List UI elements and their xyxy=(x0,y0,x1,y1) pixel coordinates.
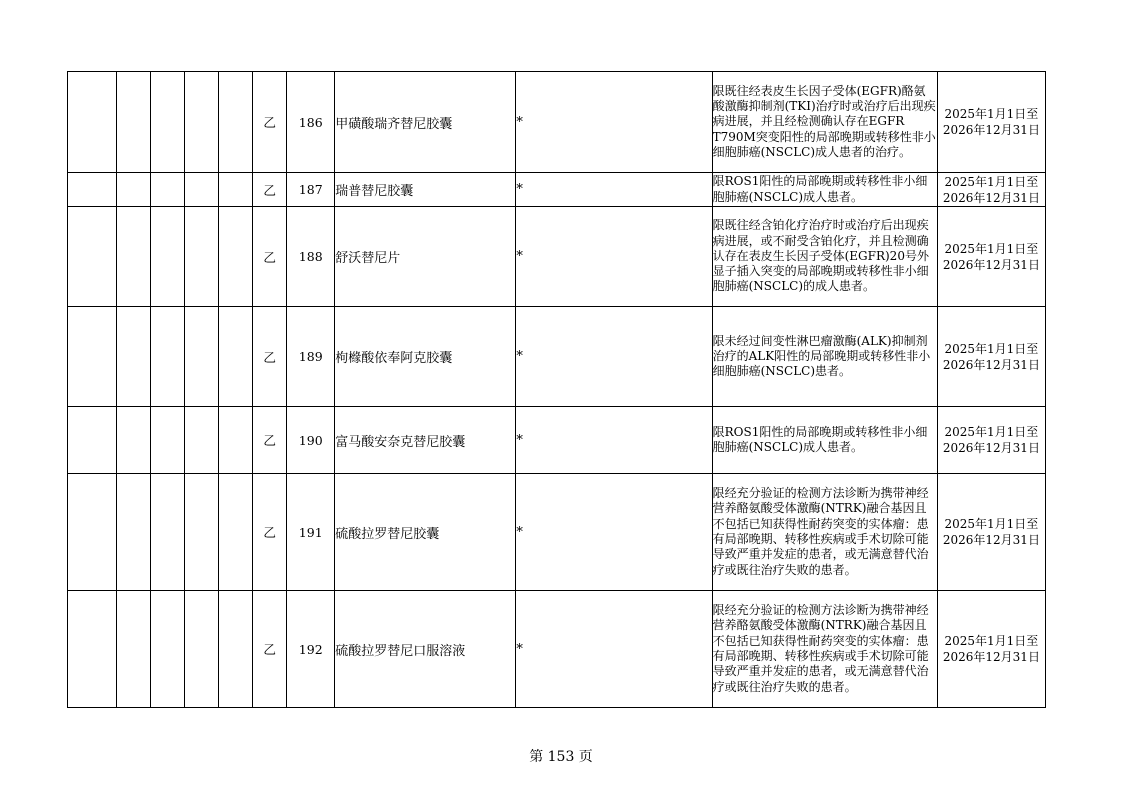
empty-cell xyxy=(68,173,117,207)
period-end: 2026年12月31日 xyxy=(942,190,1040,205)
empty-cell xyxy=(117,72,151,173)
period-end: 2026年12月31日 xyxy=(942,123,1040,137)
empty-cell xyxy=(151,207,185,307)
empty-cell xyxy=(151,173,185,207)
drug-number-cell: 190 xyxy=(287,407,335,474)
empty-cell xyxy=(185,207,219,307)
drug-remark-cell: 限既往经含铂化疗治疗时或治疗后出现疾病进展，或不耐受含铂化疗，并且检测确认存在表皮生长因子受体(EGFR)20号外显子插入突变的局部晚期或转移性非小细胞肺癌(NSCLC)的成人患者。 xyxy=(712,207,937,307)
empty-cell xyxy=(68,307,117,407)
period-end: 2026年12月31日 xyxy=(942,257,1040,272)
empty-cell xyxy=(185,474,219,591)
empty-cell xyxy=(185,307,219,407)
table-row xyxy=(68,207,1046,307)
empty-cell xyxy=(117,407,151,474)
drug-number-cell: 188 xyxy=(287,207,335,307)
table-row xyxy=(68,407,1046,474)
drug-mark-cell: * xyxy=(516,307,712,407)
validity-period-cell xyxy=(937,173,1045,207)
empty-cell xyxy=(117,591,151,708)
drug-name-cell: 甲磺酸瑞齐替尼胶囊 xyxy=(335,72,516,173)
validity-period-cell xyxy=(937,407,1045,474)
table-row xyxy=(68,591,1046,708)
drug-class-cell: 乙 xyxy=(253,72,287,173)
validity-period-cell xyxy=(937,307,1045,407)
drug-remark-cell: 限经充分验证的检测方法诊断为携带神经营养酪氨酸受体激酶(NTRK)融合基因且不包括已知获得性耐药突变的实体瘤：患有局部晚期、转移性疾病或手术切除可能导致严重并发症的患者，或无满意替代治疗或既往治疗失败的患者。 xyxy=(712,591,937,708)
drug-mark-cell: * xyxy=(516,474,712,591)
period-start: 2025年1月1日至 xyxy=(944,517,1039,531)
drug-remark-cell: 限既往经表皮生长因子受体(EGFR)酪氨酸激酶抑制剂(TKI)治疗时或治疗后出现疾病进展，并且经检测确认存在EGFR T790M突变阳性的局部晚期或转移性非小细胞肺癌(NSCLC)成人患者的治疗。 xyxy=(712,72,937,173)
period-end: 2026年12月31日 xyxy=(942,533,1040,547)
empty-cell xyxy=(219,307,253,407)
period-start: 2025年1月1日至 xyxy=(944,107,1039,121)
empty-cell xyxy=(151,407,185,474)
empty-cell xyxy=(151,72,185,173)
period-end: 2026年12月31日 xyxy=(942,441,1040,455)
empty-cell xyxy=(117,307,151,407)
drug-name-cell: 富马酸安奈克替尼胶囊 xyxy=(335,407,516,474)
drug-number-cell: 192 xyxy=(287,591,335,708)
period-start: 2025年1月1日至 xyxy=(944,341,1039,356)
drug-mark-cell: * xyxy=(516,407,712,474)
empty-cell xyxy=(117,474,151,591)
empty-cell xyxy=(68,72,117,173)
empty-cell xyxy=(151,591,185,708)
drug-number-cell: 191 xyxy=(287,474,335,591)
period-start: 2025年1月1日至 xyxy=(944,634,1039,648)
drug-mark-cell: * xyxy=(516,173,712,207)
drug-catalog-table xyxy=(67,71,1046,708)
drug-class-cell: 乙 xyxy=(253,591,287,708)
empty-cell xyxy=(117,173,151,207)
period-start: 2025年1月1日至 xyxy=(944,174,1039,189)
empty-cell xyxy=(219,207,253,307)
empty-cell xyxy=(185,591,219,708)
empty-cell xyxy=(219,72,253,173)
drug-mark-cell: * xyxy=(516,591,712,708)
empty-cell xyxy=(151,474,185,591)
empty-cell xyxy=(151,307,185,407)
validity-period-cell xyxy=(937,72,1045,173)
drug-class-cell: 乙 xyxy=(253,173,287,207)
drug-class-cell: 乙 xyxy=(253,474,287,591)
empty-cell xyxy=(185,173,219,207)
empty-cell xyxy=(68,591,117,708)
drug-name-cell: 瑞普替尼胶囊 xyxy=(335,173,516,207)
empty-cell xyxy=(185,72,219,173)
drug-class-cell: 乙 xyxy=(253,407,287,474)
drug-name-cell: 舒沃替尼片 xyxy=(335,207,516,307)
table-row xyxy=(68,72,1046,173)
period-end: 2026年12月31日 xyxy=(942,357,1040,372)
drug-remark-cell: 限经充分验证的检测方法诊断为携带神经营养酪氨酸受体激酶(NTRK)融合基因且不包括已知获得性耐药突变的实体瘤：患有局部晚期、转移性疾病或手术切除可能导致严重并发症的患者，或无满意替代治疗或既往治疗失败的患者。 xyxy=(712,474,937,591)
period-start: 2025年1月1日至 xyxy=(944,425,1039,439)
drug-class-cell: 乙 xyxy=(253,207,287,307)
table-row xyxy=(68,307,1046,407)
empty-cell xyxy=(219,591,253,708)
empty-cell xyxy=(117,207,151,307)
drug-class-cell: 乙 xyxy=(253,307,287,407)
drug-mark-cell: * xyxy=(516,207,712,307)
empty-cell xyxy=(185,407,219,474)
drug-name-cell: 枸橼酸依奉阿克胶囊 xyxy=(335,307,516,407)
drug-remark-cell: 限ROS1阳性的局部晚期或转移性非小细胞肺癌(NSCLC)成人患者。 xyxy=(712,173,937,207)
table-row xyxy=(68,474,1046,591)
drug-number-cell: 187 xyxy=(287,173,335,207)
drug-number-cell: 186 xyxy=(287,72,335,173)
empty-cell xyxy=(219,173,253,207)
empty-cell xyxy=(68,407,117,474)
empty-cell xyxy=(68,207,117,307)
period-end: 2026年12月31日 xyxy=(942,650,1040,664)
drug-name-cell: 硫酸拉罗替尼胶囊 xyxy=(335,474,516,591)
drug-mark-cell: * xyxy=(516,72,712,173)
validity-period-cell xyxy=(937,207,1045,307)
empty-cell xyxy=(219,474,253,591)
empty-cell xyxy=(68,474,117,591)
validity-period-cell xyxy=(937,474,1045,591)
empty-cell xyxy=(219,407,253,474)
page-number: 第 153 页 xyxy=(529,749,593,765)
drug-remark-cell: 限ROS1阳性的局部晚期或转移性非小细胞肺癌(NSCLC)成人患者。 xyxy=(712,407,937,474)
table-row xyxy=(68,173,1046,207)
period-start: 2025年1月1日至 xyxy=(944,241,1039,256)
drug-remark-cell: 限未经过间变性淋巴瘤激酶(ALK)抑制剂治疗的ALK阳性的局部晚期或转移性非小细胞肺癌(NSCLC)患者。 xyxy=(712,307,937,407)
drug-name-cell: 硫酸拉罗替尼口服溶液 xyxy=(335,591,516,708)
drug-number-cell: 189 xyxy=(287,307,335,407)
validity-period-cell xyxy=(937,591,1045,708)
